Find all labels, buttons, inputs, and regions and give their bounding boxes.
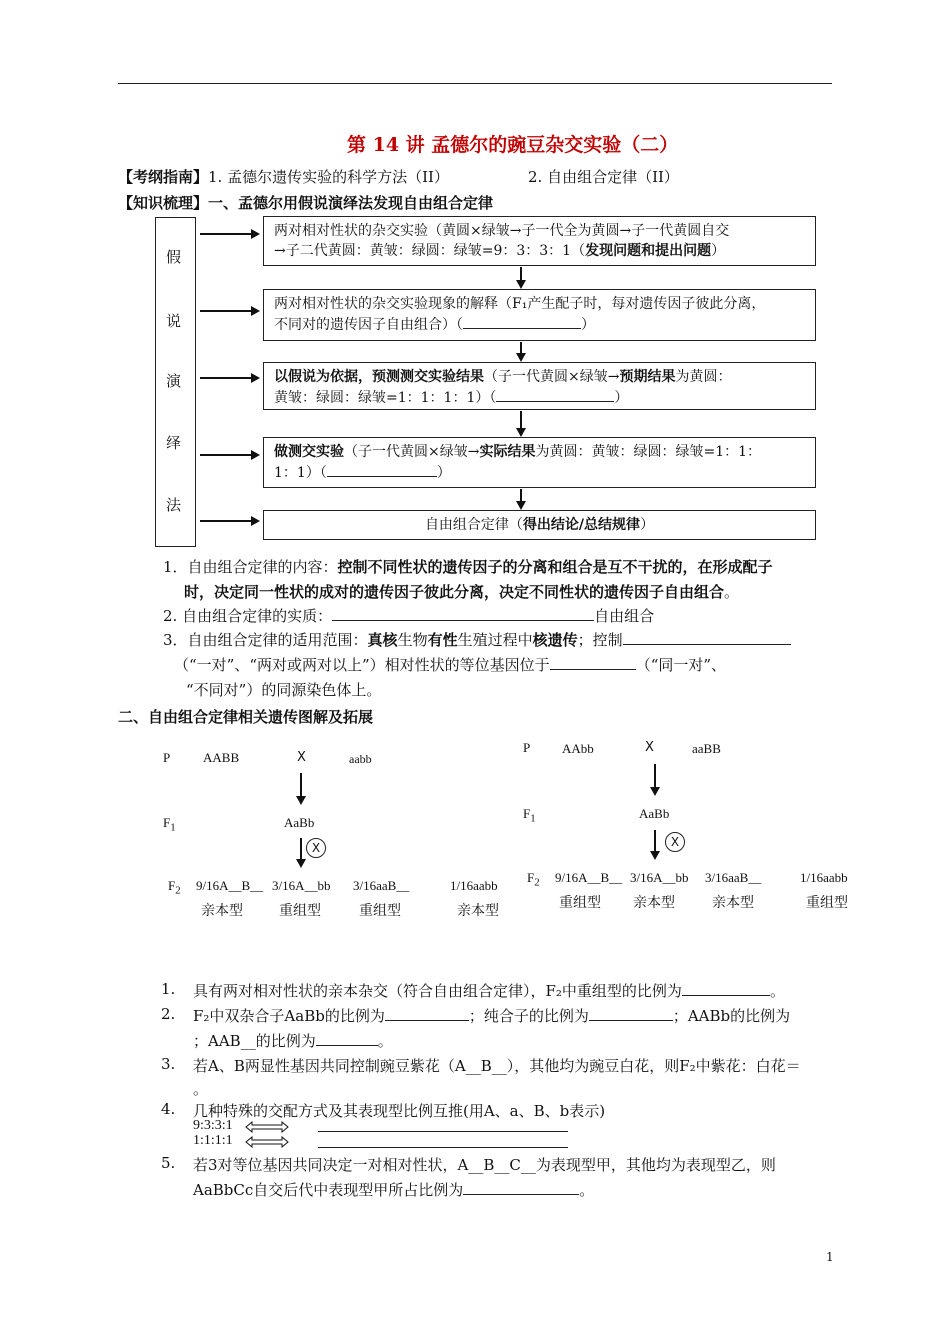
left-f2-type-3: 重组型 [359, 904, 401, 919]
double-arrow-icon [245, 1136, 289, 1148]
right-p-label: P [523, 740, 531, 755]
left-parent-1: AABB [203, 750, 240, 765]
arrow-right-1 [200, 233, 258, 235]
guide-item-2: 2. 自由组合定律（II） [528, 168, 679, 186]
right-parent-1: AAbb [562, 741, 594, 756]
right-f2-genotype-2: 3/16A__bb [630, 870, 689, 885]
section-1-heading: 一、孟德尔用假说演绎法发现自由组合定律 [208, 194, 494, 212]
right-arrow-p-f1 [654, 764, 656, 794]
method-char-4: 绎 [166, 434, 182, 452]
flow-box-4-line-1: 做测交实验（子一代黄圆×绿皱→实际结果为黄圆：黄皱：绿圆：绿皱=1：1： [274, 444, 762, 460]
point-1-line-2: 时，决定同一性状的成对的遗传因子彼此分离，决定不同性状的遗传因子自由组合。 [184, 583, 740, 601]
question-4-answer-1-blank [318, 1120, 568, 1132]
flow-box-3-line-1: 以假说为依据，预测测交实验结果（子一代黄圆×绿皱→预期结果为黄圆： [274, 369, 732, 385]
point-1-line-1: 1．自由组合定律的内容：控制不同性状的遗传因子的分离和组合是互不干扰的，在形成配子 [163, 558, 773, 576]
right-f2-type-4: 重组型 [806, 896, 848, 911]
header-rule [118, 83, 832, 84]
guide-label: 【考纲指南】 [118, 168, 209, 186]
flow-box-hypothesis [263, 289, 816, 341]
arrow-right-5 [200, 520, 258, 522]
flow-box-3-line-2: 黄皱：绿圆：绿皱=1：1：1：1）（ ） [274, 387, 805, 408]
flow-box-prediction [263, 362, 816, 410]
right-f2-genotype-3: 3/16aaB__ [705, 870, 762, 885]
left-self-cross-icon: X [306, 838, 326, 858]
page-title: 第 14 讲 孟德尔的豌豆杂交实验（二） [347, 134, 679, 156]
question-3-line-2: 。 [193, 1080, 209, 1098]
right-f1-genotype: AaBb [639, 806, 670, 821]
method-char-2: 说 [166, 312, 182, 330]
right-f2-type-3: 亲本型 [712, 896, 754, 911]
left-f2-genotype-3: 3/16aaB__ [353, 878, 410, 893]
flow-box-1-line-1: 两对相对性状的杂交实验（黄圆×绿皱→子一代全为黄圆→子一代黄圆自交 [274, 223, 730, 239]
question-5-line-1: 若3对等位基因共同决定一对相对性状，A__B__C__为表现型甲，其他均为表现型乙，则 [193, 1156, 776, 1174]
knowledge-label: 【知识梳理】 [118, 194, 209, 212]
question-4-ratio-2: 1:1:1:1 [193, 1133, 233, 1148]
right-self-cross-icon: X [665, 832, 685, 852]
left-f2-type-4: 亲本型 [457, 904, 499, 919]
point-3-line-3: “不同对”）的同源染色体上。 [186, 681, 382, 699]
left-parent-2: aabb [349, 752, 372, 766]
left-f2-genotype-1: 9/16A__B__ [196, 878, 264, 893]
left-arrow-f1-f2 [300, 838, 302, 866]
flow-box-testcross [263, 437, 816, 488]
flow-box-1-line-2: →子二代黄圆：黄皱：绿圆：绿皱=9：3：3：1（发现问题和提出问题） [274, 243, 726, 259]
right-f2-label: $F_2$ [527, 870, 540, 889]
arrow-down-3 [520, 411, 522, 435]
right-f2-type-2: 亲本型 [633, 896, 675, 911]
right-f2-genotype-1: 9/16A__B__ [555, 870, 623, 885]
flow-box-4-line-2: 1：1）（ ） [274, 462, 805, 483]
arrow-right-3 [200, 377, 258, 379]
left-f2-type-1: 亲本型 [201, 904, 243, 919]
arrow-right-2 [200, 310, 258, 312]
arrow-down-2 [520, 342, 522, 360]
left-p-label: P [163, 750, 171, 765]
left-f2-genotype-2: 3/16A__bb [272, 878, 331, 893]
right-f1-label: $F_1$ [523, 806, 536, 825]
method-char-1: 假 [166, 248, 182, 266]
section-2-heading: 二、自由组合定律相关遗传图解及拓展 [118, 708, 374, 726]
flow-box-2-line-1: 两对相对性状的杂交实验现象的解释（F₁产生配子时，每对遗传因子彼此分离， [274, 296, 766, 312]
question-1-number: 1. [161, 980, 176, 998]
question-2-line-1: F₂中双杂合子AaBb的比例为 ；纯合子的比例为 ；AABb的比例为 [193, 1007, 791, 1025]
right-parent-2: aaBB [692, 741, 721, 756]
left-cross-symbol: X [297, 750, 306, 765]
flow-box-conclusion: 自由组合定律（得出结论/总结规律） [263, 510, 816, 540]
left-f1-label: $F_1$ [163, 815, 176, 834]
question-3-number: 3. [161, 1055, 176, 1073]
point-3-line-2: （“一对”、“两对或两对以上”）相对性状的等位基因位于 （“同一对”、 [174, 656, 727, 674]
arrow-down-4 [520, 489, 522, 508]
question-2-number: 2. [161, 1005, 176, 1023]
left-f2-genotype-4: 1/16aabb [450, 878, 498, 893]
arrow-right-4 [200, 454, 258, 456]
knowledge-heading-line [118, 192, 493, 213]
left-f2-type-2: 重组型 [279, 904, 321, 919]
method-char-3: 演 [166, 372, 182, 390]
question-5-line-2: AaBbCc自交后代中表现型甲所占比例为 。 [193, 1181, 595, 1199]
right-cross-symbol: X [645, 740, 654, 755]
syllabus-guide [118, 166, 449, 187]
question-4-number: 4. [161, 1100, 176, 1118]
point-2: 2. 自由组合定律的实质： 自由组合 [163, 607, 655, 625]
left-f2-label: $F_2$ [168, 878, 181, 897]
question-4-ratio-1: 9:3:3:1 [193, 1118, 233, 1133]
question-5-number: 5. [161, 1154, 176, 1172]
flow-box-observation [263, 216, 816, 266]
flow-box-2-line-2: 不同对的遗传因子自由组合）（ ） [274, 314, 805, 335]
double-arrow-icon [245, 1121, 289, 1133]
point-3-line-1: 3．自由组合定律的适用范围：真核生物有性生殖过程中核遗传；控制 [163, 629, 791, 650]
hypothetico-deductive-box [155, 217, 196, 547]
question-3-line-1: 若A、B两显性基因共同控制豌豆紫花（A__B__），其他均为豌豆白花，则F₂中紫花：白花＝ [193, 1057, 801, 1075]
guide-item-1: 1. 孟德尔遗传实验的科学方法（II） [208, 168, 449, 186]
right-arrow-f1-f2 [654, 830, 656, 858]
arrow-down-1 [520, 267, 522, 287]
right-f2-genotype-4: 1/16aabb [800, 870, 848, 885]
question-4: 几种特殊的交配方式及其表现型比例互推(用A、a、B、b表示) [193, 1102, 606, 1120]
page-number: 1 [826, 1250, 834, 1264]
question-1: 具有两对相对性状的亲本杂交（符合自由组合定律），F₂中重组型的比例为 。 [193, 982, 785, 1000]
right-f2-type-1: 重组型 [559, 896, 601, 911]
left-arrow-p-f1 [300, 773, 302, 803]
question-4-answer-2-blank [318, 1136, 568, 1148]
left-f1-genotype: AaBb [284, 815, 315, 830]
question-2-line-2: ；AAB__的比例为 。 [193, 1032, 393, 1050]
method-char-5: 法 [166, 496, 182, 514]
